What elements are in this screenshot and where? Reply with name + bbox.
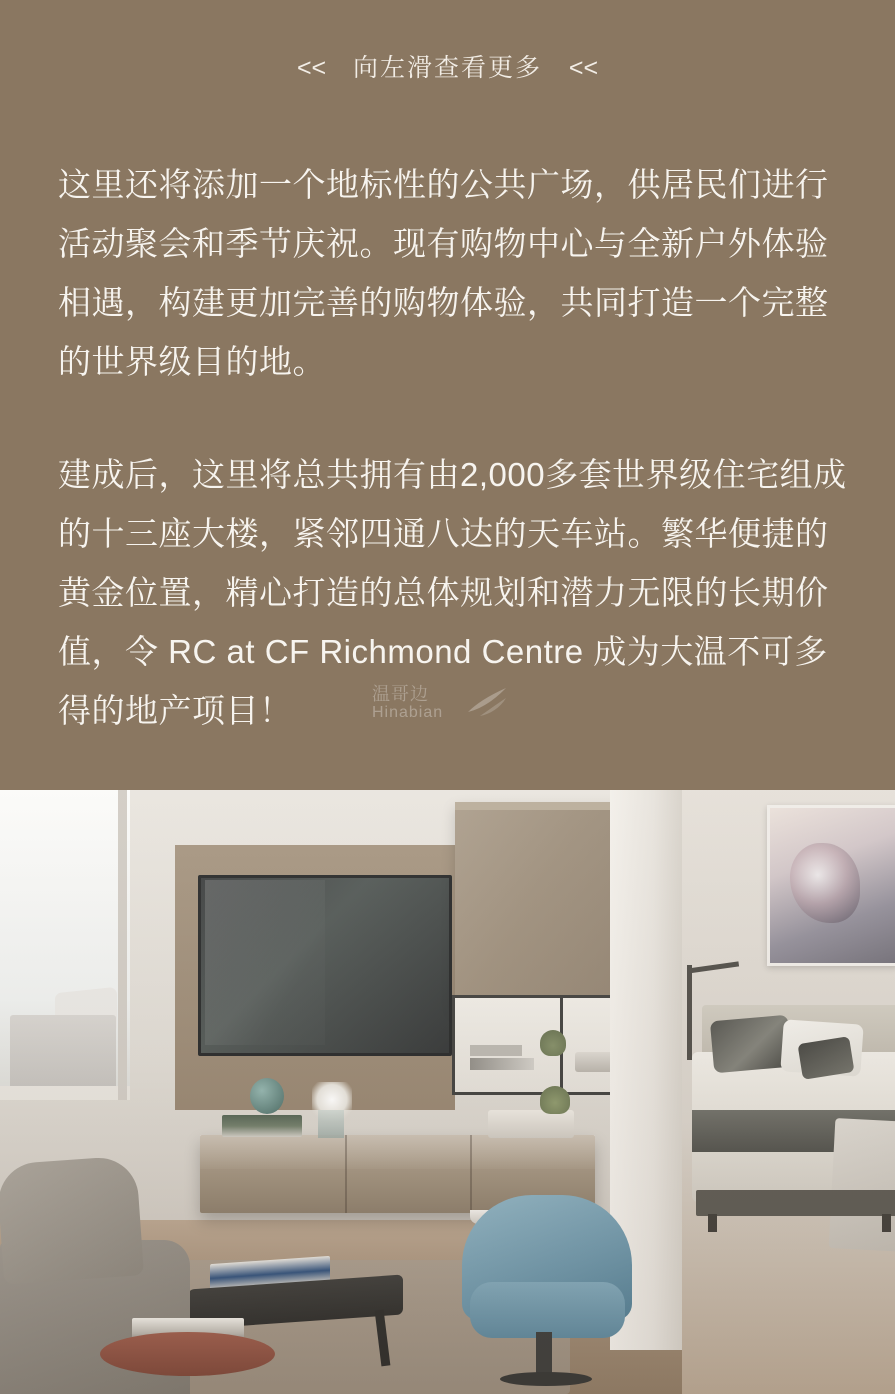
photo-bed-leg-left (708, 1214, 717, 1232)
watermark-chinese-label: 温哥边 (372, 684, 429, 704)
photo-console-seam-left (345, 1135, 347, 1213)
photo-shelf-book-upper (470, 1045, 522, 1056)
photo-upper-cabinet-edge (455, 802, 633, 810)
paragraph-2: 建成后，这里将总共拥有由2,000多套世界级住宅组成的十三座大楼，紧邻四通八达的天车站。繁华便捷的黄金位置，精心打造的总体规划和潜力无限的长期价值，令 RC at CF Richmond Centre 成为大温不可多得的地产项目！ (58, 456, 847, 729)
photo-shelf-books (470, 1058, 534, 1070)
photo-window-sill (0, 1086, 130, 1100)
photo-tray-plant (540, 1086, 570, 1114)
photo-side-table (100, 1332, 275, 1376)
photo-bed-base (696, 1190, 895, 1216)
photo-accent-chair-seat (470, 1282, 625, 1338)
swipe-hint (0, 48, 895, 84)
photo-glass-vase (318, 1110, 344, 1138)
swipe-left-arrows-icon: << (296, 54, 327, 82)
photo-tv-glare (205, 880, 325, 1045)
photo-floor-lamp-arm (687, 961, 739, 973)
photo-window-frame (118, 790, 127, 1100)
photo-pillow-dark (710, 1015, 792, 1074)
photo-decor-tray (488, 1110, 574, 1138)
paragraph-1: 这里还将添加一个地标性的公共广场，供居民们进行活动聚会和季节庆祝。现有购物中心与全新户外体验相遇，构建更加完善的购物体验，共同打造一个完整的世界级目的地。 (58, 166, 829, 380)
photo-console-books (222, 1115, 302, 1137)
photo-accent-chair-base (500, 1372, 592, 1386)
interior-render-photo (0, 790, 895, 1394)
photo-round-vase (250, 1078, 284, 1114)
photo-upper-cabinet (455, 802, 633, 1007)
photo-console-seam-right (470, 1135, 472, 1213)
photo-shelf-plant (540, 1030, 566, 1056)
photo-bed-leg-right (882, 1214, 891, 1232)
photo-wall-art (767, 805, 895, 966)
photo-console-gloss (200, 1135, 595, 1169)
body-copy (58, 155, 848, 740)
swipe-right-arrows-icon: << (568, 54, 599, 82)
photo-balcony-grill (10, 1015, 116, 1090)
photo-sofa-cushion (0, 1155, 144, 1284)
photo-bedroom-area (682, 790, 895, 1394)
photo-floor-lamp-stem (687, 965, 692, 1060)
watermark-english-label: Hinabian (372, 704, 444, 721)
swipe-hint-label: 向左滑查看更多 (352, 54, 542, 82)
